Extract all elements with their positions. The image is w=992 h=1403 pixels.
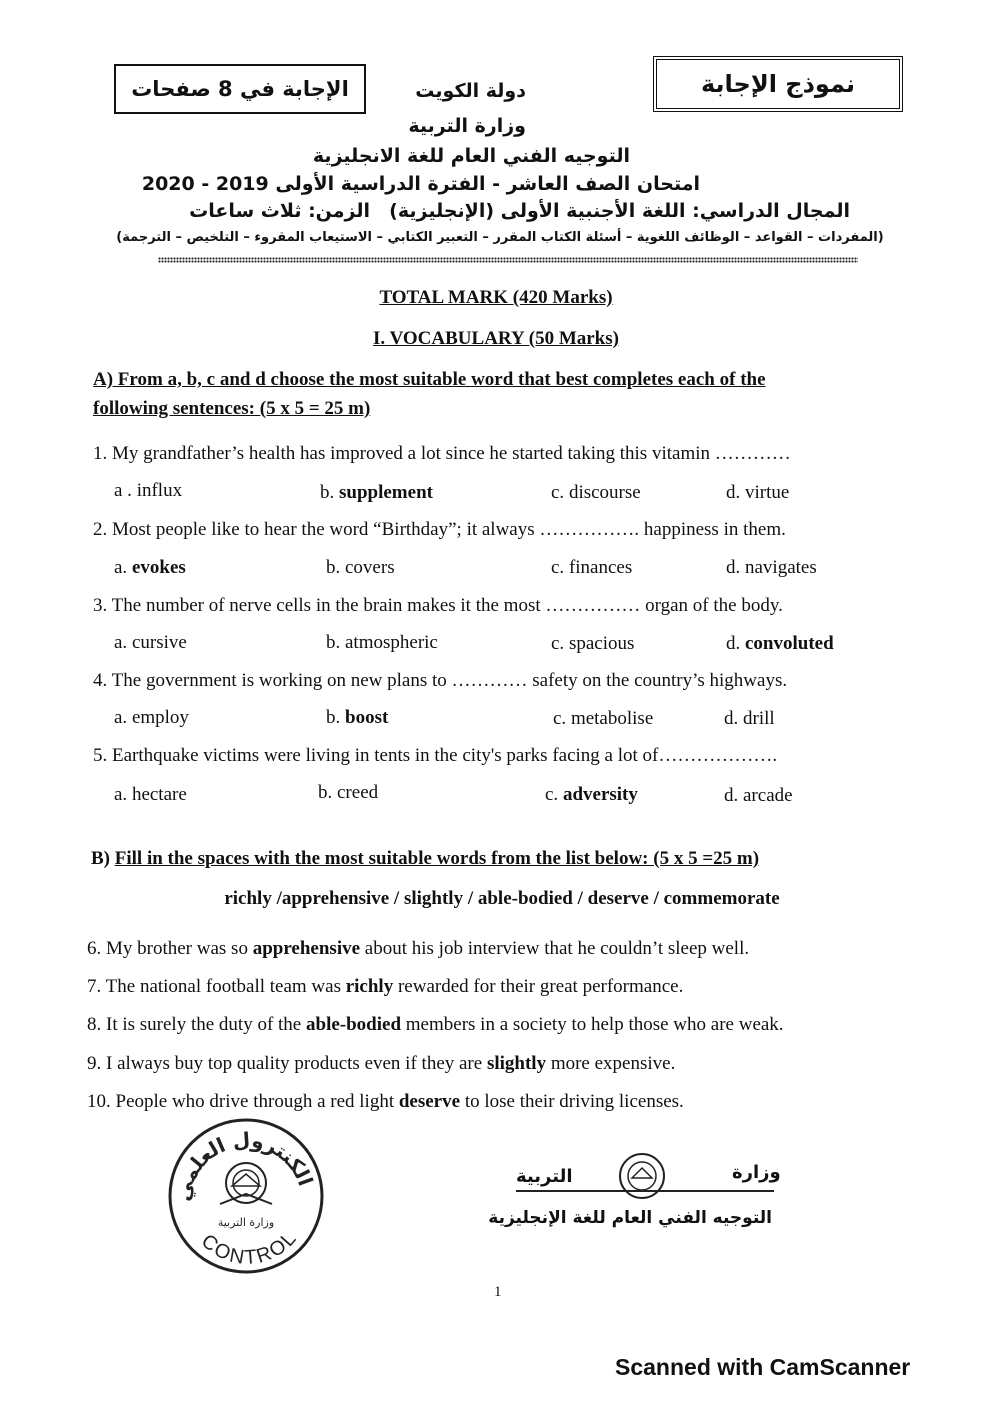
q3-option-a: a. cursive: [114, 632, 187, 653]
control-stamp-ministry: وزارة التربية: [217, 1216, 275, 1229]
question-3: 3. The number of nerve cells in the brain makes it the most …………… organ of the body.: [93, 595, 783, 616]
part-a-title-line1: A) From a, b, c and d choose the most suitable word that best completes each of the: [93, 369, 766, 390]
q2-option-d: d. navigates: [726, 557, 817, 578]
fill-answer: apprehensive: [252, 938, 361, 959]
q2-option-c: c. finances: [551, 557, 633, 578]
pages-count-box: [114, 64, 366, 114]
control-stamp: [160, 1108, 330, 1278]
total-mark-title: TOTAL MARK (420 Marks): [379, 287, 613, 308]
fill-answer: slightly: [486, 1053, 547, 1074]
part-b-title: B) Fill in the spaces with the most suitable words from the list below: (5 x 5 =25 m): [91, 848, 760, 869]
emblem-icon: [220, 1163, 272, 1204]
header-country: دولة الكويت: [415, 80, 526, 102]
ministry-stamp-line: [516, 1190, 774, 1192]
vocabulary-title: I. VOCABULARY (50 Marks): [373, 328, 619, 349]
fill-sentence-7: 7. The national football team was richly rewarded for their great performance.: [87, 976, 684, 997]
camscanner-footer: Scanned with CamScanner: [615, 1354, 911, 1380]
ministry-stamp-supervision: التوجيه الفني العام للغة الإنجليزية: [488, 1208, 772, 1228]
header-time: الزمن: ثلاث ساعات: [189, 200, 370, 222]
ministry-emblem-icon: [614, 1150, 670, 1206]
control-stamp-english: CONTROL: [196, 1226, 302, 1270]
q3-option-b: b. atmospheric: [326, 632, 438, 653]
q4-option-a: a. employ: [114, 707, 189, 728]
q5-option-d: d. arcade: [724, 785, 793, 806]
ministry-stamp-word2: التربية: [516, 1166, 573, 1187]
dotted-divider: [158, 257, 858, 263]
q5-option-c: c. adversity: [545, 784, 638, 805]
answer-model-text: نموذج الإجابة: [700, 70, 856, 98]
q1-option-b: b. supplement: [320, 482, 433, 503]
page-number: 1: [494, 1284, 502, 1300]
control-stamp-arabic: الكنترول العلمي: [170, 1127, 318, 1203]
header-supervision: التوجيه الفني العام للغة الانجليزية: [312, 145, 630, 167]
q1-option-c: c. discourse: [551, 482, 641, 503]
fill-answer: able-bodied: [306, 1014, 402, 1035]
part-a-title-line2: following sentences: (5 x 5 = 25 m): [93, 398, 371, 419]
q5-option-a: a. hectare: [114, 784, 187, 805]
fill-sentence-8: 8. It is surely the duty of the able-bodied members in a society to help those who are weak.: [87, 1014, 784, 1035]
q4-option-c: c. metabolise: [553, 708, 654, 729]
q3-option-c: c. spacious: [551, 633, 635, 654]
answer-model-box: [653, 56, 903, 112]
question-2: 2. Most people like to hear the word “Birthday”; it always ……………. happiness in them.: [93, 519, 786, 540]
correct-answer: supplement: [339, 482, 433, 503]
q1-option-d: d. virtue: [726, 482, 790, 503]
part-b-word-list: richly /apprehensive / slightly / able-bodied / deserve / commemorate: [224, 888, 780, 909]
header-subject: المجال الدراسي: اللغة الأجنبية الأولى (الإنجليزية): [389, 200, 850, 222]
q4-option-d: d. drill: [724, 708, 775, 729]
question-5: 5. Earthquake victims were living in tents in the city's parks facing a lot of……………….: [93, 745, 778, 766]
fill-answer: deserve: [398, 1091, 461, 1112]
q3-option-d: d. convoluted: [726, 633, 834, 654]
fill-sentence-9: 9. I always buy top quality products even if they are slightly more expensive.: [87, 1053, 676, 1074]
ministry-stamp-word1: وزارة: [732, 1162, 781, 1183]
question-1: 1. My grandfather’s health has improved a lot since he started taking this vitamin …………: [93, 443, 791, 464]
question-4: 4. The government is working on new plans to ………… safety on the country’s highways.: [93, 670, 788, 691]
q5-option-b: b. creed: [318, 782, 379, 803]
header-exam: امتحان الصف العاشر - الفترة الدراسية الأولى 2019 - 2020: [141, 173, 700, 195]
header-sections: (المفردات – القواعد – الوظائف اللغوية – أسئلة الكتاب المقرر – التعبير الكتابي – الاستيعاب المقروء – التلخيص – الترجمة): [116, 230, 884, 245]
header-ministry: وزارة التربية: [408, 115, 526, 137]
fill-answer: richly: [345, 976, 394, 997]
q2-option-b: b. covers: [326, 557, 395, 578]
ministry-stamp: [488, 1150, 782, 1240]
correct-answer: adversity: [562, 784, 638, 805]
correct-answer: evokes: [131, 557, 186, 578]
correct-answer: convoluted: [745, 633, 834, 654]
pages-count-text: الإجابة في 8 صفحات: [131, 77, 349, 101]
fill-sentence-6: 6. My brother was so apprehensive about his job interview that he couldn’t sleep well.: [87, 938, 750, 959]
correct-answer: boost: [345, 707, 389, 728]
q2-option-a: a. evokes: [114, 557, 186, 578]
q4-option-b: b. boost: [326, 707, 389, 728]
q1-option-a: a . influx: [114, 480, 183, 501]
fill-sentence-10: 10. People who drive through a red light deserve to lose their driving licenses.: [87, 1091, 684, 1112]
